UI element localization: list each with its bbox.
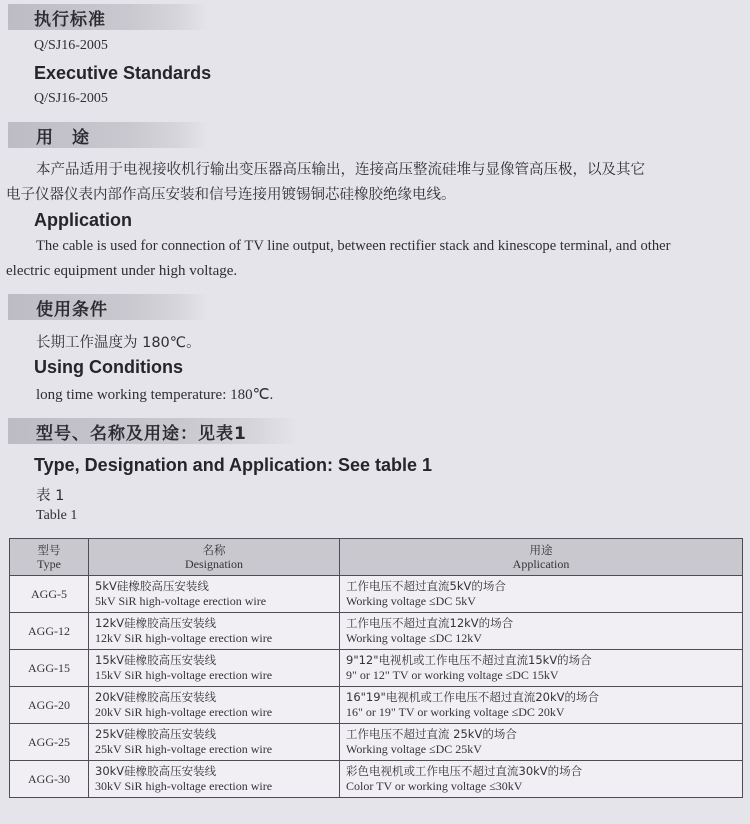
cell-designation — [89, 687, 340, 724]
application-zh-text-line1: 本产品适用于电视接收机行输出变压器高压输出，连接高压整流硅堆与显像管高压极，以及其它 — [36, 162, 645, 178]
type-zh-heading: 型号、名称及用途：见表1 — [36, 423, 247, 444]
header-application-zh: 用途 — [529, 543, 553, 557]
application-zh-text-line2: 电子仪器仪表内部作高压安装和信号连接用镀锡铜芯硅橡胶绝缘电线。 — [6, 187, 456, 203]
table-row — [10, 613, 743, 650]
application-zh: 工作电压不超过直流 25kV的场合 — [346, 727, 517, 741]
header-application-en: Application — [512, 557, 570, 571]
designation-zh: 12kV硅橡胶高压安装线 — [95, 616, 217, 630]
application-zh: 彩色电视机或工作电压不超过直流30kV的场合 — [346, 764, 583, 778]
cell-application — [340, 650, 743, 687]
cell-application — [340, 576, 743, 613]
standard-en-heading: Executive Standards — [34, 63, 212, 83]
conditions-en-text: long time working temperature: 180℃. — [36, 387, 274, 403]
designation-zh: 30kV硅橡胶高压安装线 — [95, 764, 217, 778]
designation-zh: 5kV硅橡胶高压安装线 — [95, 579, 209, 593]
cell-application — [340, 724, 743, 761]
section-bar-conditions — [8, 294, 208, 320]
application-en-heading: Application — [34, 210, 132, 230]
table-row — [10, 650, 743, 687]
cell-designation — [89, 613, 340, 650]
header-designation-zh: 名称 — [202, 543, 226, 557]
application-zh-heading: 用 途 — [36, 127, 90, 148]
designation-zh: 25kV硅橡胶高压安装线 — [95, 727, 217, 741]
application-en: Color TV or working voltage ≤30kV — [346, 779, 523, 793]
header-type-en: Type — [37, 557, 61, 571]
section-bar-application — [8, 122, 208, 148]
section-bar-standard — [8, 4, 208, 30]
header-application — [340, 539, 743, 576]
cell-type: AGG-30 — [10, 761, 89, 798]
table-label-en: Table 1 — [36, 508, 78, 523]
cell-designation — [89, 761, 340, 798]
application-zh: 9"12"电视机或工作电压不超过直流15kV的场合 — [346, 653, 592, 667]
cell-designation — [89, 724, 340, 761]
header-designation — [89, 539, 340, 576]
designation-en: 25kV SiR high-voltage erection wire — [95, 742, 273, 756]
cell-type: AGG-25 — [10, 724, 89, 761]
standard-code-1: Q/SJ16-2005 — [34, 38, 108, 53]
table-label-zh: 表 1 — [36, 488, 65, 504]
application-en: 16" or 19" TV or working voltage ≤DC 20kV — [346, 705, 565, 719]
application-en: 9" or 12" TV or working voltage ≤DC 15kV — [346, 668, 559, 682]
header-type-zh: 型号 — [37, 543, 61, 557]
spec-table — [9, 538, 743, 798]
application-en: Working voltage ≤DC 5kV — [346, 594, 476, 608]
table-header-row — [10, 539, 743, 576]
application-en-text-line1: The cable is used for connection of TV line output, between rectifier stack and kinescope terminal, and other — [36, 238, 671, 254]
application-zh: 工作电压不超过直流5kV的场合 — [346, 579, 506, 593]
cell-application — [340, 687, 743, 724]
designation-zh: 15kV硅橡胶高压安装线 — [95, 653, 217, 667]
application-en: Working voltage ≤DC 12kV — [346, 631, 482, 645]
application-en-text-line2: electric equipment under high voltage. — [6, 263, 238, 279]
designation-en: 20kV SiR high-voltage erection wire — [95, 705, 273, 719]
conditions-zh-text: 长期工作温度为 180℃。 — [36, 335, 201, 351]
cell-application — [340, 761, 743, 798]
designation-en: 30kV SiR high-voltage erection wire — [95, 779, 273, 793]
cell-type: AGG-15 — [10, 650, 89, 687]
designation-en: 15kV SiR high-voltage erection wire — [95, 668, 273, 682]
designation-en: 12kV SiR high-voltage erection wire — [95, 631, 273, 645]
application-zh: 16"19"电视机或工作电压不超过直流20kV的场合 — [346, 690, 600, 704]
section-bar-type — [8, 418, 298, 444]
standard-code-2: Q/SJ16-2005 — [34, 91, 108, 106]
table-row — [10, 687, 743, 724]
cell-type: AGG-20 — [10, 687, 89, 724]
conditions-en-heading: Using Conditions — [34, 357, 183, 377]
application-en: Working voltage ≤DC 25kV — [346, 742, 482, 756]
standard-zh-heading: 执行标准 — [34, 9, 106, 30]
cell-designation — [89, 650, 340, 687]
header-type — [10, 539, 89, 576]
cell-application — [340, 613, 743, 650]
cell-type: AGG-12 — [10, 613, 89, 650]
table-row — [10, 576, 743, 613]
designation-en: 5kV SiR high-voltage erection wire — [95, 594, 267, 608]
type-en-heading: Type, Designation and Application: See table 1 — [34, 455, 433, 475]
conditions-zh-heading: 使用条件 — [36, 299, 108, 320]
designation-zh: 20kV硅橡胶高压安装线 — [95, 690, 217, 704]
table-row — [10, 724, 743, 761]
header-designation-en: Designation — [185, 557, 243, 571]
application-zh: 工作电压不超过直流12kV的场合 — [346, 616, 514, 630]
table-row — [10, 761, 743, 798]
cell-type: AGG-5 — [10, 576, 89, 613]
cell-designation — [89, 576, 340, 613]
